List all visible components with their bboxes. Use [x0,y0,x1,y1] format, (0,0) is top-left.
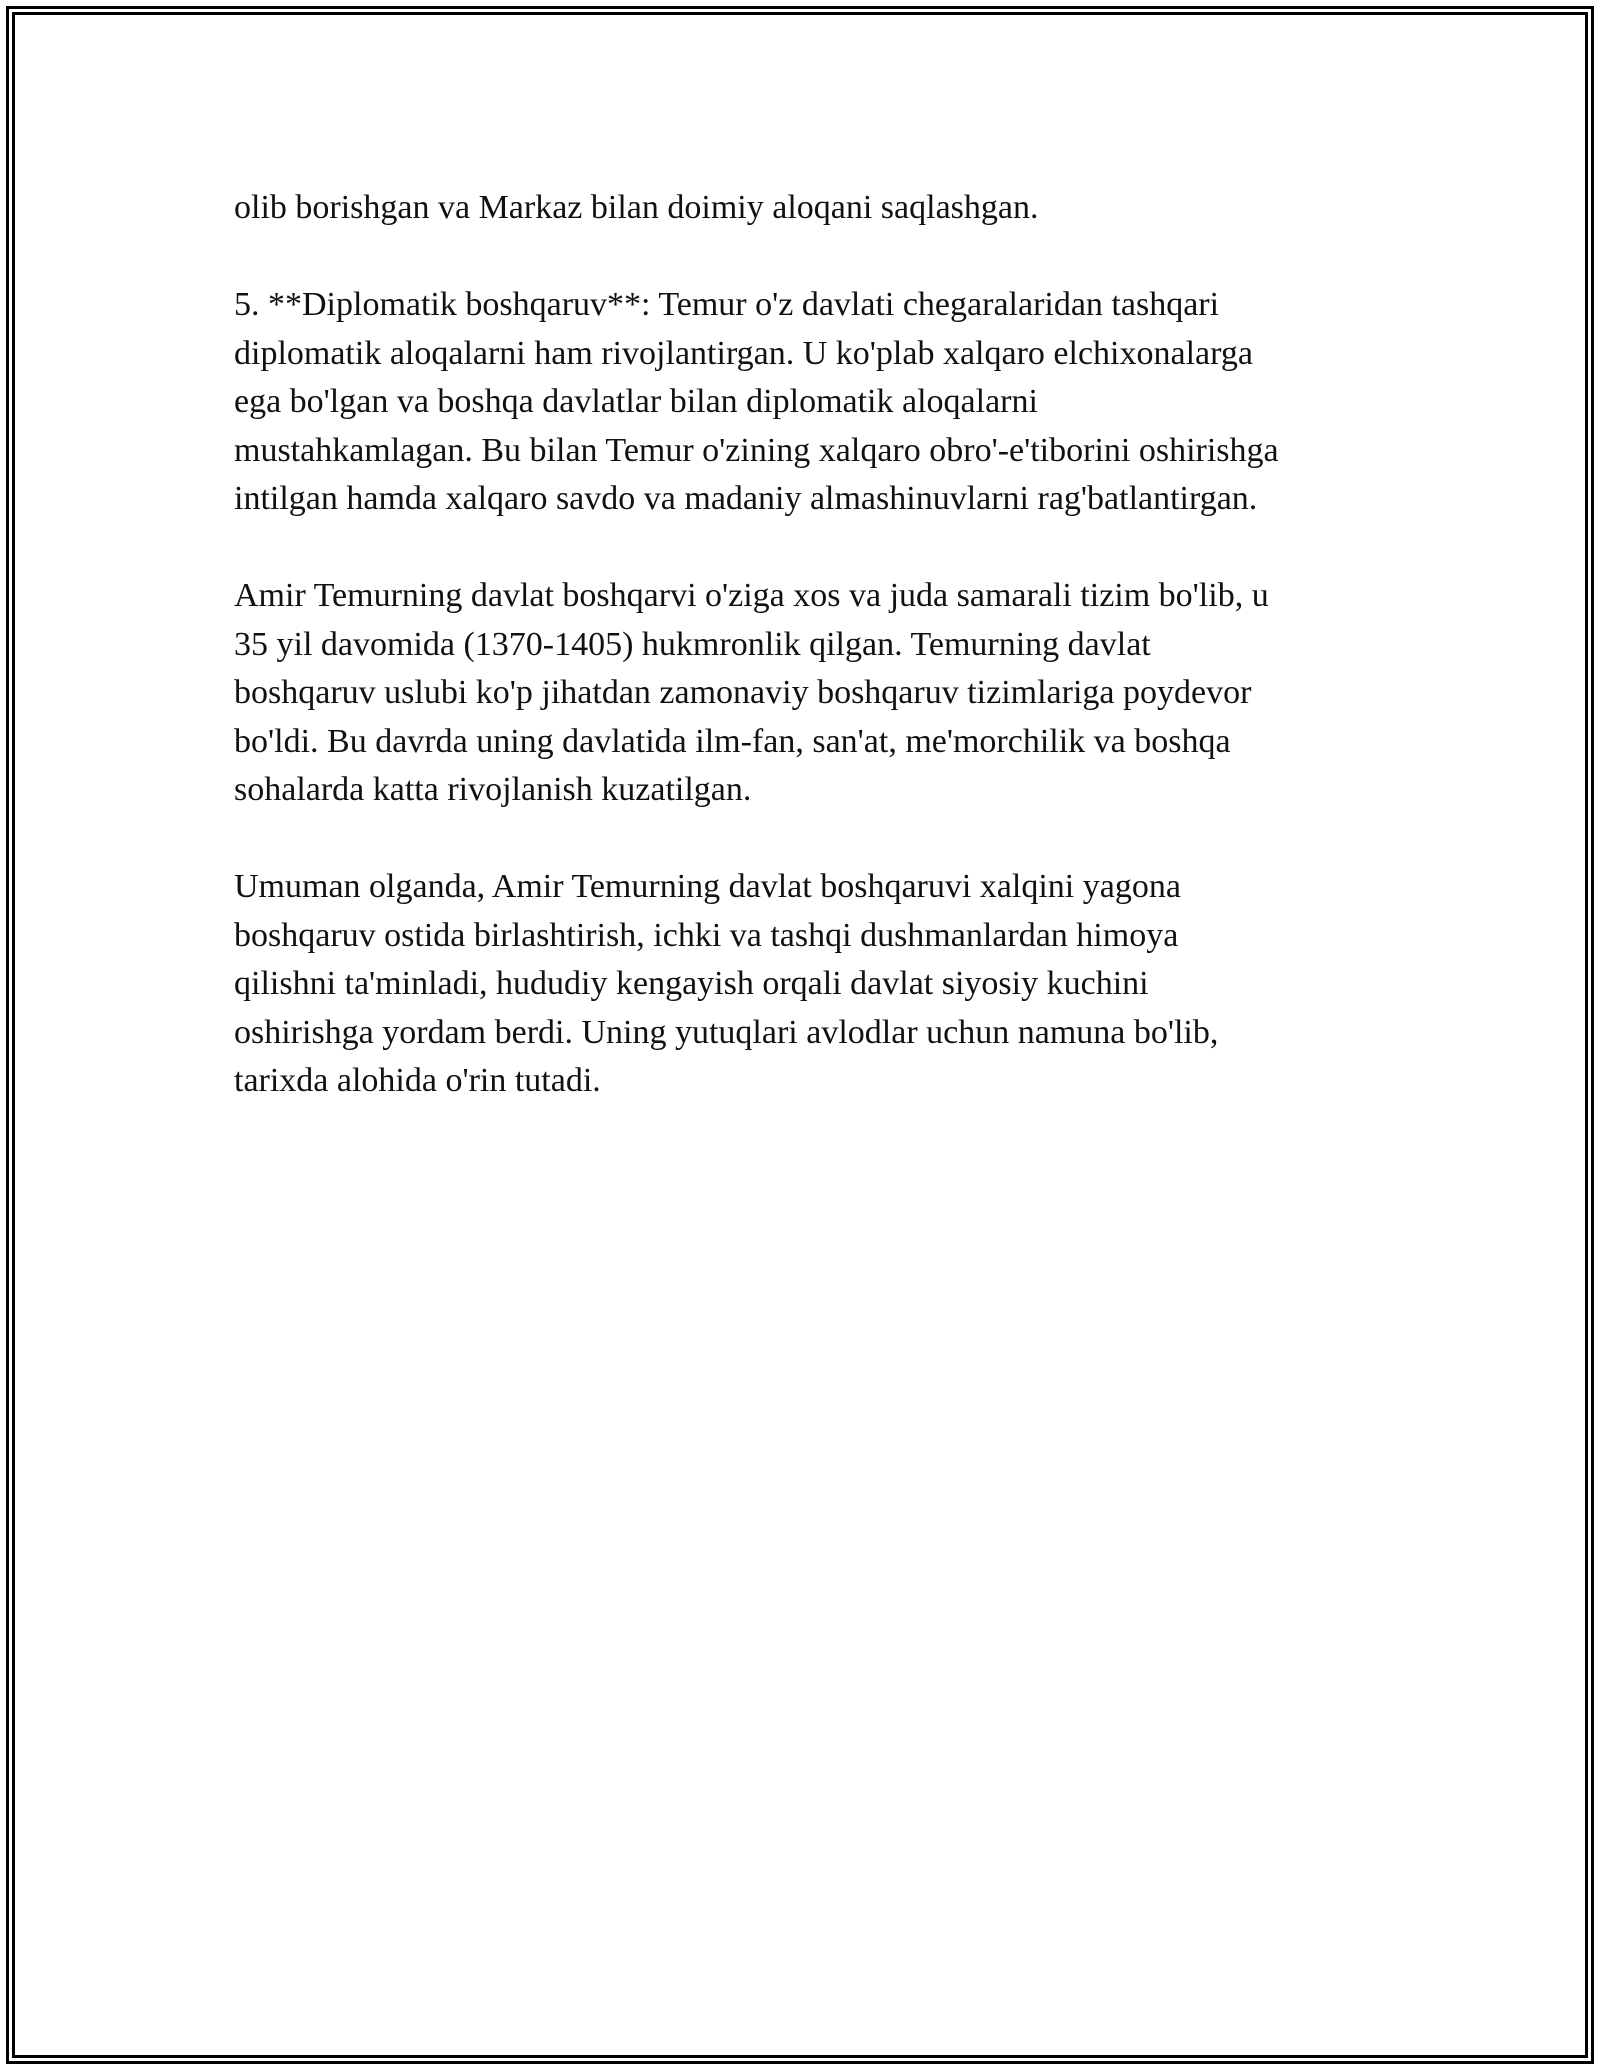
paragraph-1 [234,184,1384,233]
text-line: Amir Temurning davlat boshqarvi o'ziga xos va juda samarali tizim bo'lib, u [234,577,1269,614]
text-line: 35 yil davomida (1370-1405) hukmronlik qilgan. Temurning davlat [234,625,1151,663]
text-line: boshqaruv uslubi ko'p jihatdan zamonaviy boshqaruv tizimlariga poydevor [234,674,1252,711]
text-line: 5. **Diplomatik boshqaruv**: Temur o'z davlati chegaralaridan tashqari [234,286,1220,323]
text-line: tarixda alohida o'rin tutadi. [234,1062,601,1099]
text-line: Umuman olganda, Amir Temurning davlat boshqaruvi xalqini yagona [234,868,1181,905]
text-line: qilishni ta'minladi, hududiy kengayish orqali davlat siyosiy kuchini [234,965,1149,1002]
text-line: boshqaruv ostida birlashtirish, ichki va tashqi dushmanlardan himoya [234,916,1179,954]
text-line: diplomatik aloqalarni ham rivojlantirgan. U ko'plab xalqaro elchixonalarga [234,334,1253,372]
text-line: bo'ldi. Bu davrda uning davlatida ilm-fan, san'at, me'morchilik va boshqa [234,722,1231,760]
document-body [234,184,1384,1154]
text-line: ega bo'lgan va boshqa davlatlar bilan diplomatik aloqalarni [234,383,1038,420]
text-line: olib borishgan va Markaz bilan doimiy aloqani saqlashgan. [234,189,1039,226]
paragraph-3 [234,572,1384,815]
paragraph-2 [234,281,1384,524]
text-line: sohalarda katta rivojlanish kuzatilgan. [234,771,752,808]
text-line: intilgan hamda xalqaro savdo va madaniy almashinuvlarni rag'batlantirgan. [234,480,1258,517]
text-line: oshirishga yordam berdi. Uning yutuqlari avlodlar uchun namuna bo'lib, [234,1013,1219,1051]
paragraph-4 [234,863,1384,1106]
text-line: mustahkamlagan. Bu bilan Temur o'zining xalqaro obro'-e'tiborini oshirishga [234,431,1279,469]
